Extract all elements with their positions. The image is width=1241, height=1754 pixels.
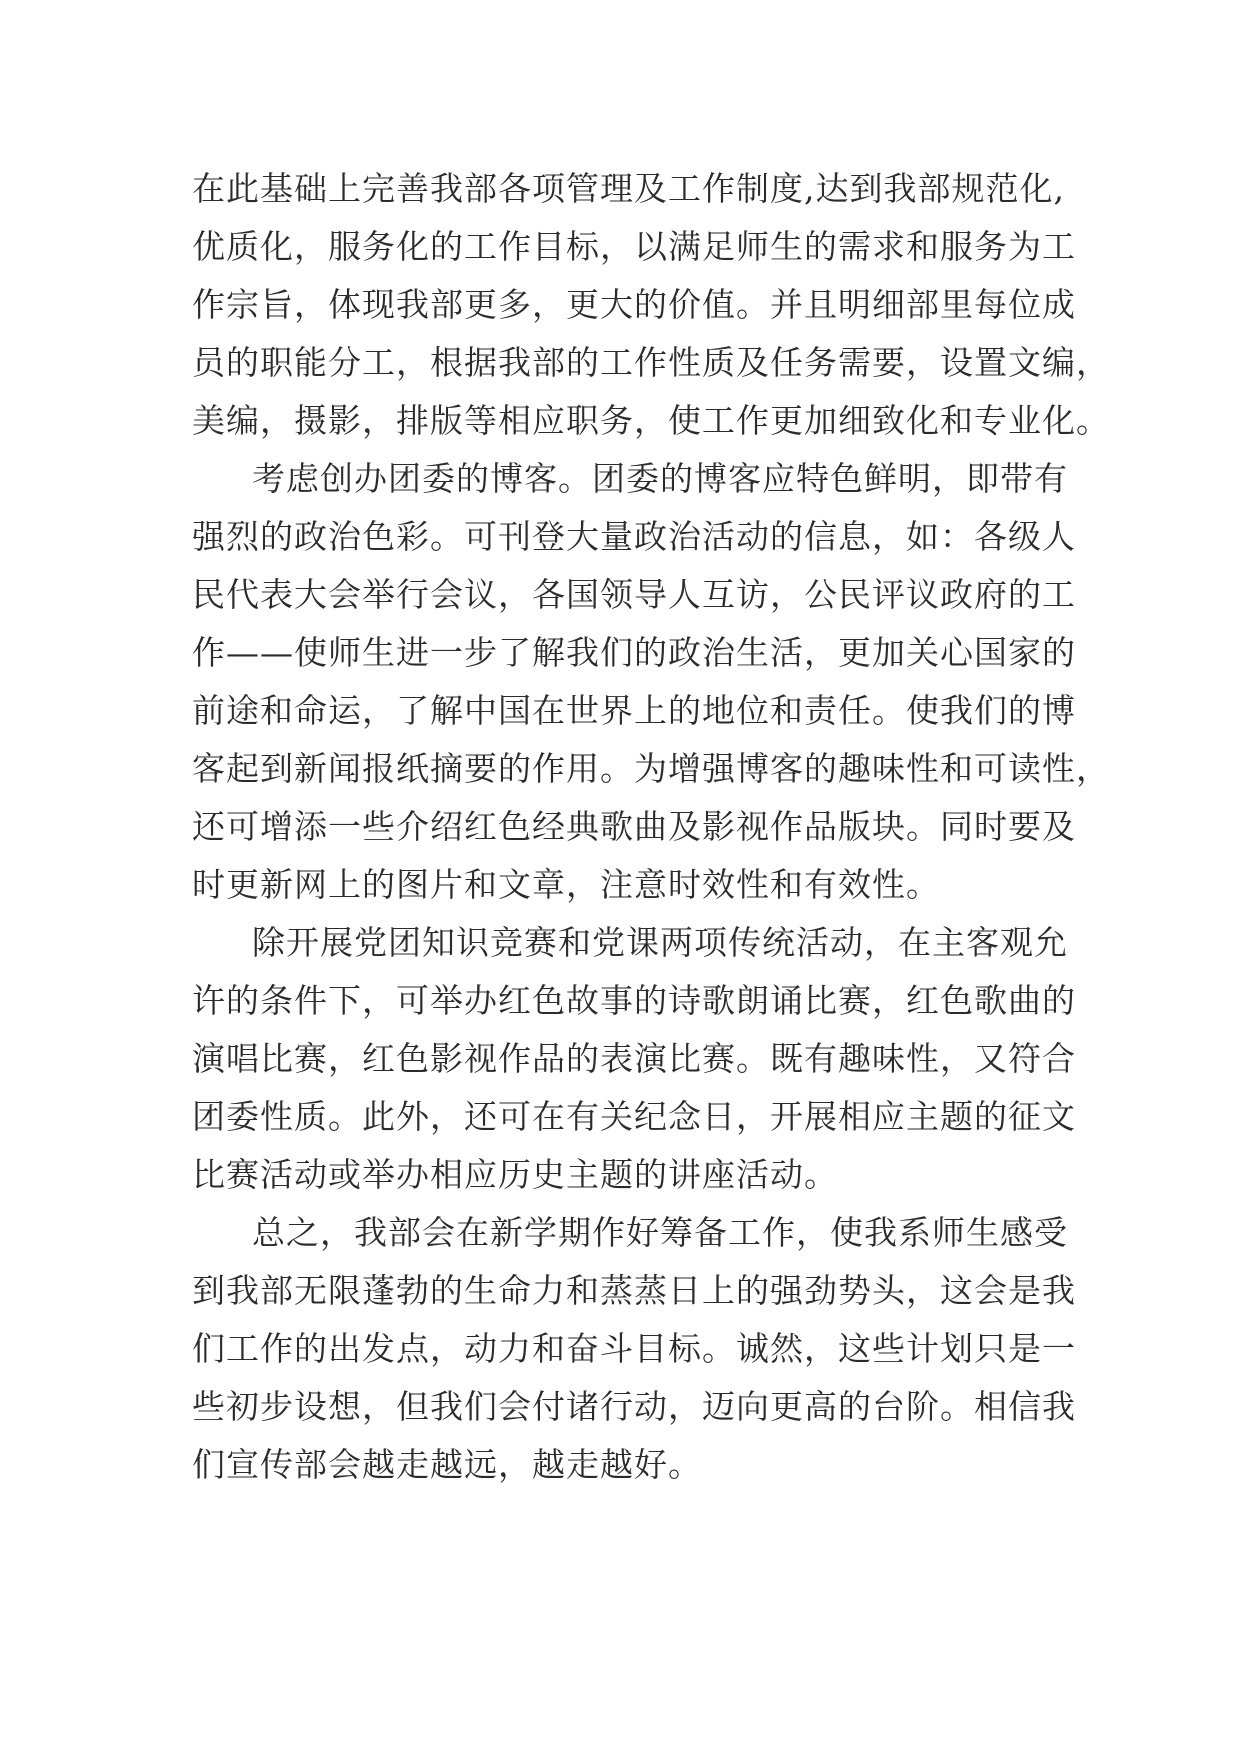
text-line: 民代表大会举行会议，各国领导人互访，公民评议政府的工: [192, 575, 1076, 614]
text-line: 前途和命运，了解中国在世界上的地位和责任。使我们的博: [192, 691, 1076, 730]
text-line: 总之，我部会在新学期作好筹备工作，使我系师生感受: [252, 1213, 1068, 1252]
text-line: 时更新网上的图片和文章，注意时效性和有效性。: [192, 865, 940, 904]
text-line: 演唱比赛，红色影视作品的表演比赛。既有趣味性，又符合: [192, 1039, 1076, 1078]
text-line: 们宣传部会越走越远，越走越好。: [192, 1445, 702, 1484]
text-line: 作——使师生进一步了解我们的政治生活，更加关心国家的: [192, 633, 1076, 672]
document-body: [192, 160, 1110, 1494]
text-line: 员的职能分工，根据我部的工作性质及任务需要，设置文编，: [192, 343, 1110, 382]
text-line: 优质化，服务化的工作目标，以满足师生的需求和服务为工: [192, 227, 1076, 266]
text-line: 们工作的出发点，动力和奋斗目标。诚然，这些计划只是一: [192, 1329, 1076, 1368]
text-line: 在此基础上完善我部各项管理及工作制度,达到我部规范化,: [192, 169, 1065, 208]
text-line: 到我部无限蓬勃的生命力和蒸蒸日上的强劲势头，这会是我: [192, 1271, 1076, 1310]
text-line: 团委性质。此外，还可在有关纪念日，开展相应主题的征文: [192, 1097, 1076, 1136]
text-line: 还可增添一些介绍红色经典歌曲及影视作品版块。同时要及: [192, 807, 1076, 846]
text-line: 强烈的政治色彩。可刊登大量政治活动的信息，如：各级人: [192, 517, 1076, 556]
text-line: 除开展党团知识竞赛和党课两项传统活动，在主客观允: [252, 923, 1068, 962]
text-line: 些初步设想，但我们会付诸行动，迈向更高的台阶。相信我: [192, 1387, 1076, 1426]
text-line: 比赛活动或举办相应历史主题的讲座活动。: [192, 1155, 838, 1194]
text-line: 许的条件下，可举办红色故事的诗歌朗诵比赛，红色歌曲的: [192, 981, 1076, 1020]
text-line: 客起到新闻报纸摘要的作用。为增强博客的趣味性和可读性，: [192, 749, 1110, 788]
text-line: 美编，摄影，排版等相应职务，使工作更加细致化和专业化。: [192, 401, 1110, 440]
text-line: 作宗旨，体现我部更多，更大的价值。并且明细部里每位成: [192, 285, 1076, 324]
text-line: 考虑创办团委的博客。团委的博客应特色鲜明，即带有: [252, 459, 1068, 498]
